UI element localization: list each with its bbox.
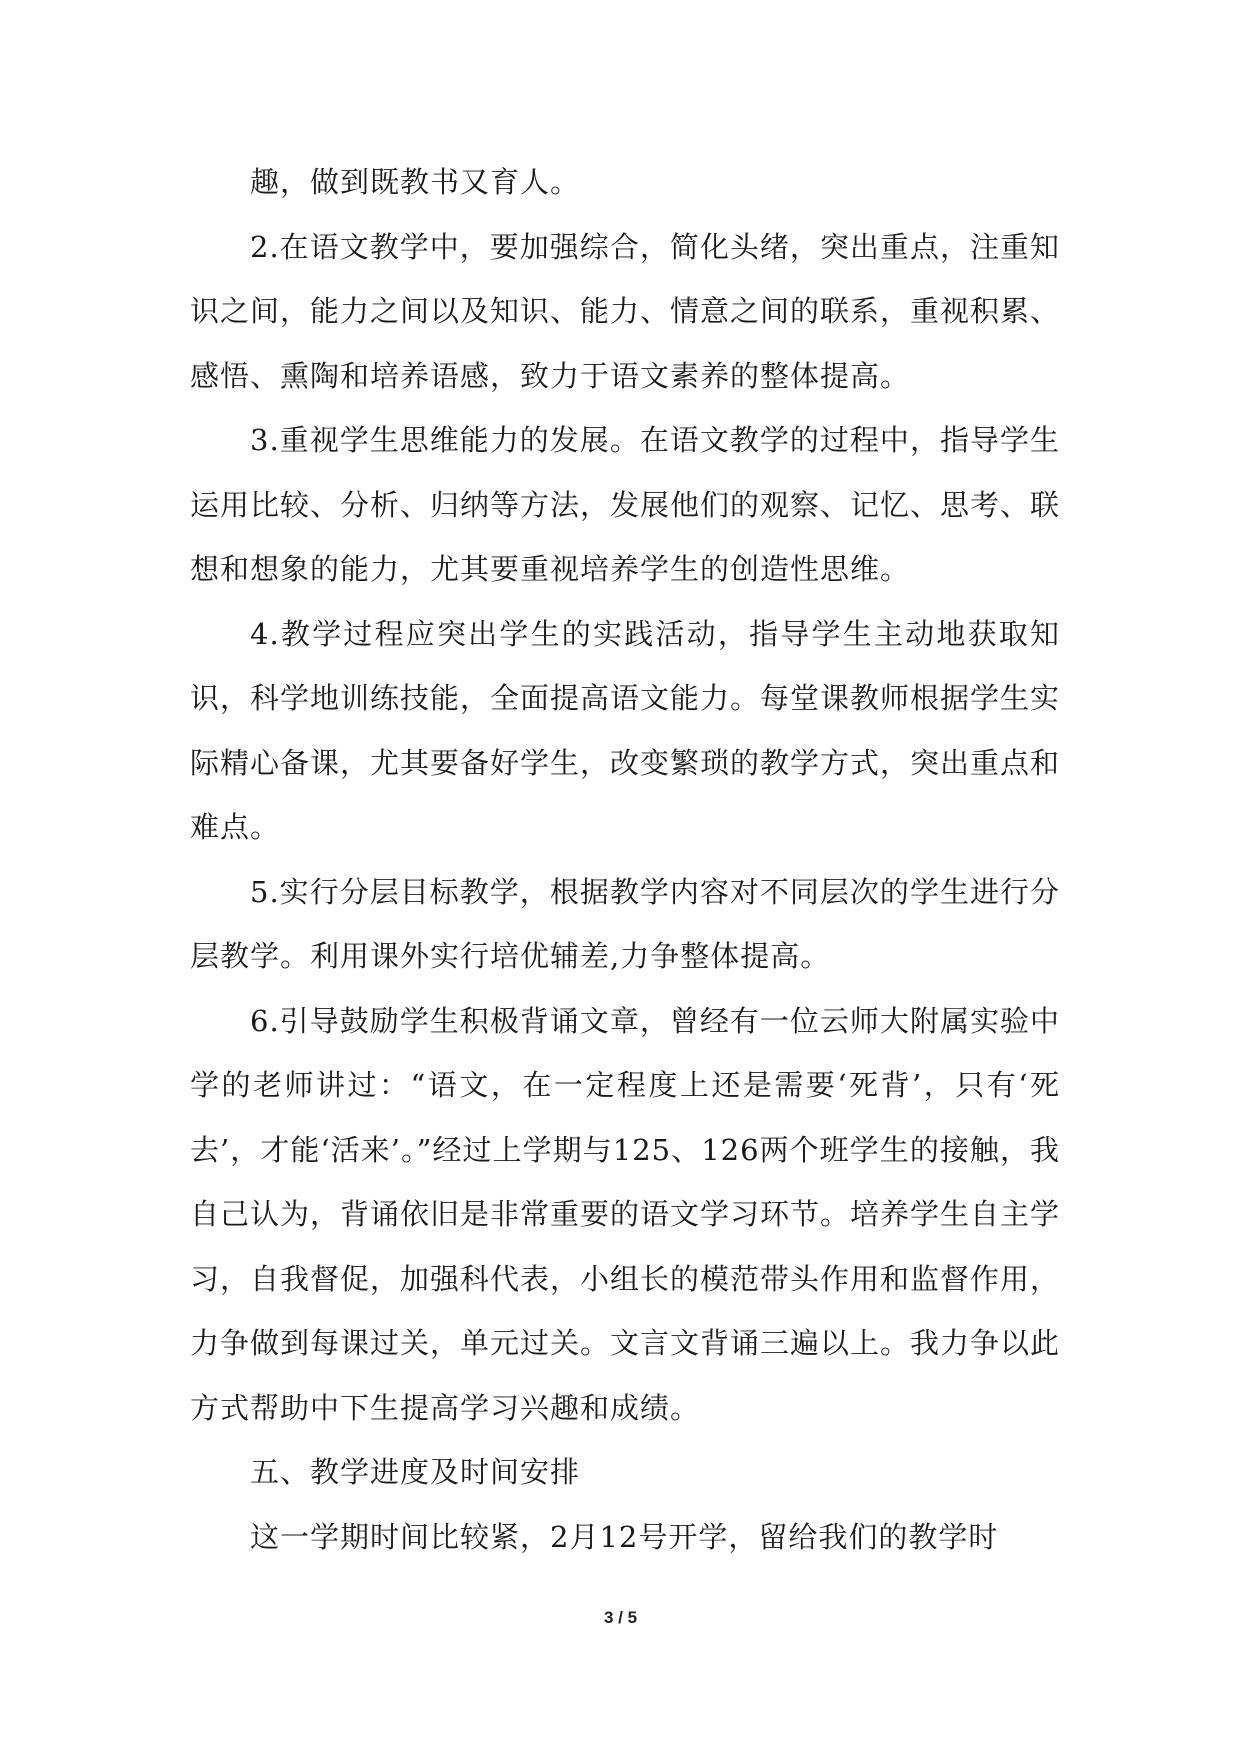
- section-heading: 五、教学进度及时间安排: [250, 1455, 581, 1489]
- page-number: 3 / 5: [603, 1608, 638, 1627]
- paragraph: 这一学期时间比较紧，2月12号开学，留给我们的教学时: [250, 1519, 999, 1554]
- paragraph: 趣，做到既教书又育人。: [250, 165, 581, 199]
- paragraph: 2.在语文教学中，要加强综合，简化头绪，突出重点，注重知识之间，能力之间以及知识、能力、情意之间的联系，重视积累、感悟、熏陶和培养语感，致力于语文素养的整体提高。: [190, 229, 1061, 393]
- paragraph: 5.实行分层目标教学，根据教学内容对不同层次的学生进行分层教学。利用课外实行培优辅差,力争整体提高。: [190, 874, 1060, 973]
- paragraph: 3.重视学生思维能力的发展。在语文教学的过程中，指导学生运用比较、分析、归纳等方法，发展他们的观察、记忆、思考、联想和想象的能力，尤其要重视培养学生的创造性思维。: [190, 423, 1061, 586]
- document-body: [190, 150, 1060, 1569]
- paragraph: 6.引导鼓励学生积极背诵文章，曾经有一位云师大附属实验中学的老师讲过：“语文，在一定程度上还是需要‘死背’，只有‘死去’，才能‘活来’。”经过上学期与125、126两个班学生的接触，我自己认为，背诵依旧是非常重要的语文学习环节。培养学生自主学习，自我督促，加强科代表，小组长的模范带头作用和监督作用，力争做到每课过关，单元过关。文言文背诵三遍以上。我力争以此方式帮助中下生提高学习兴趣和成绩。: [190, 1003, 1061, 1425]
- paragraph: 4.教学过程应突出学生的实践活动，指导学生主动地获取知识，科学地训练技能，全面提高语文能力。每堂课教师根据学生实际精心备课，尤其要备好学生，改变繁琐的教学方式，突出重点和难点。: [190, 616, 1061, 844]
